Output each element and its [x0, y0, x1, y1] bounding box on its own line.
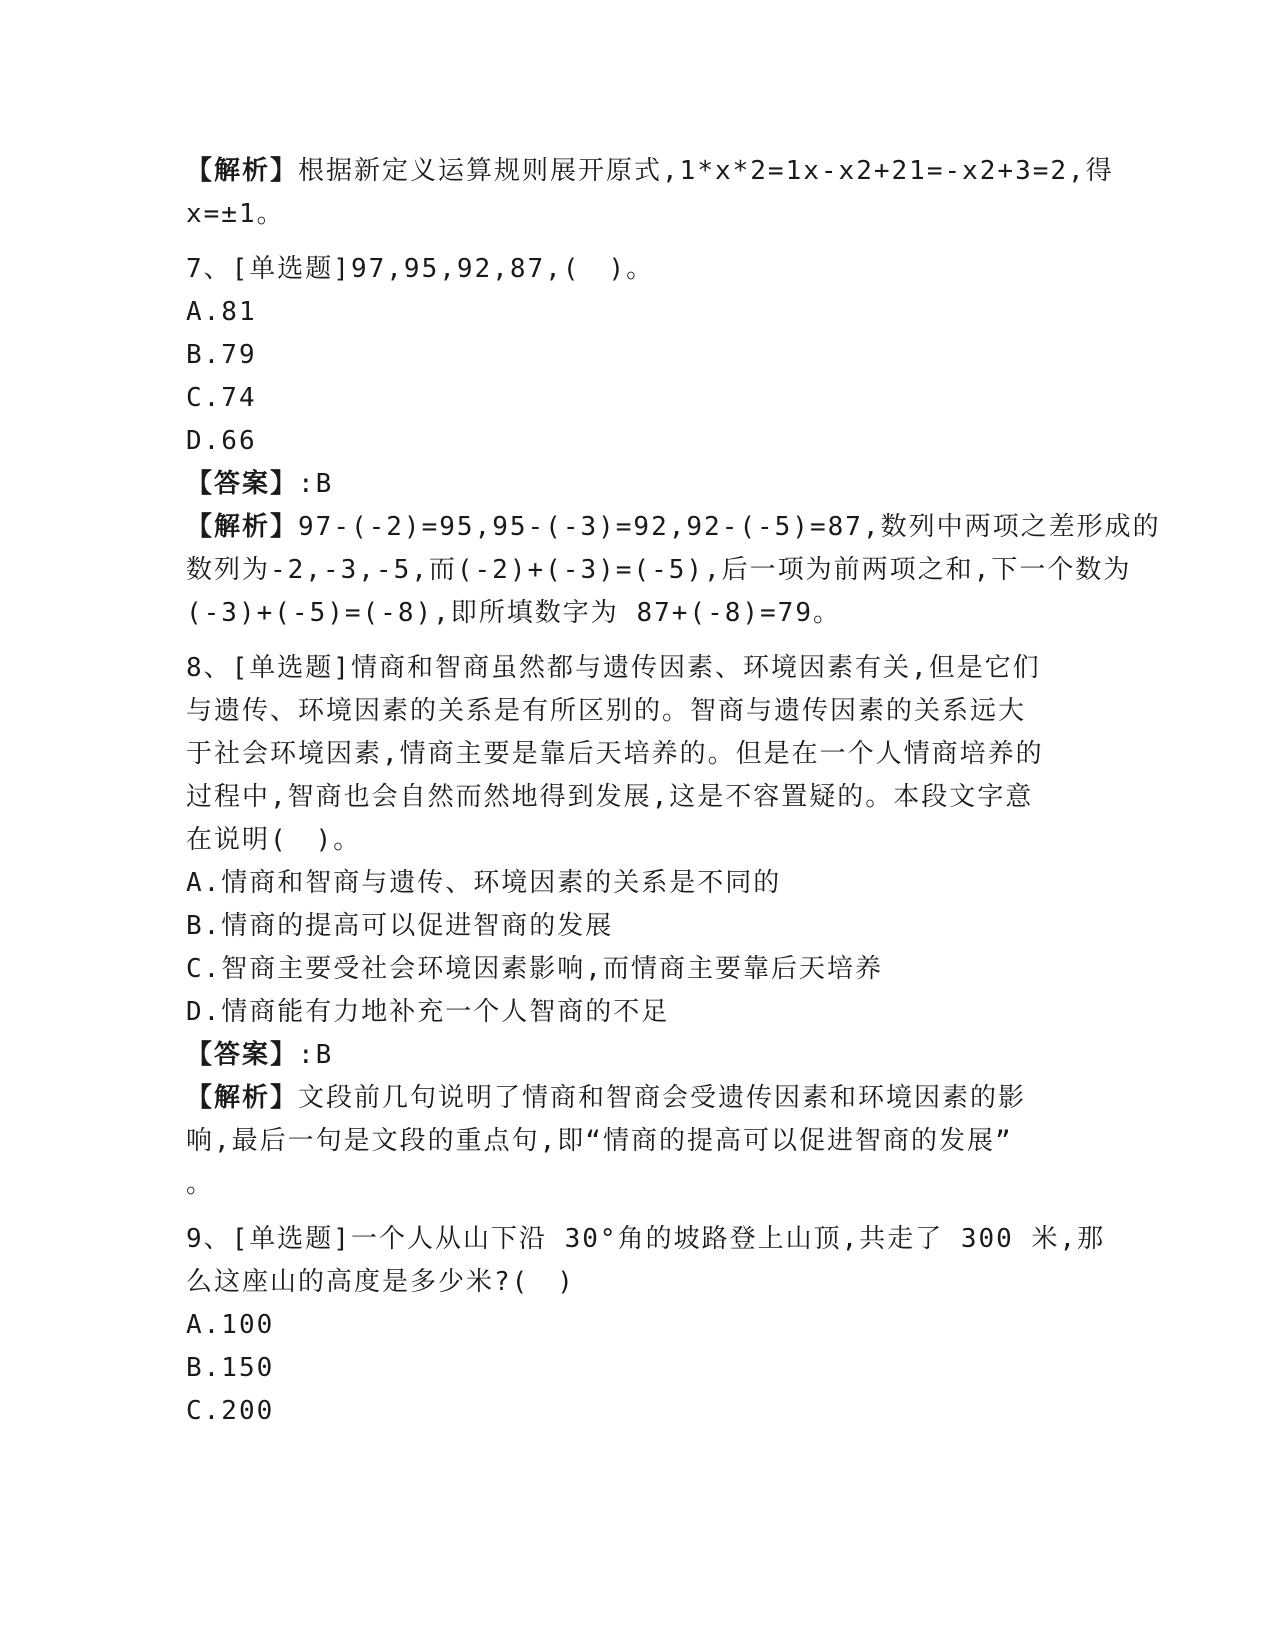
- option-a: A.情商和智商与遗传、环境因素的关系是不同的: [186, 868, 782, 898]
- analysis-line: 数列为-2,-3,-5,而(-2)+(-3)=(-5),后一项为前两项之和,下一个数为: [186, 555, 1132, 585]
- analysis-label: 【解析】: [186, 156, 299, 186]
- analysis-line: 【解析】根据新定义运算规则展开原式,1*x*2=1x-x2+21=-x2+3=2,得: [186, 156, 1114, 186]
- option-b: B.150: [186, 1353, 275, 1383]
- answer-line: [186, 1034, 1086, 1077]
- option-a: A.100: [186, 1310, 275, 1340]
- option-b: B.79: [186, 340, 257, 370]
- analysis-line: 【解析】97-(-2)=95,95-(-3)=92,92-(-5)=87,数列中两项之差形成的: [186, 512, 1161, 542]
- question-stem: 7、[单选题]97,95,92,87,( )。: [186, 254, 655, 284]
- analysis-label: 【解析】: [186, 1083, 299, 1113]
- answer-value: :B: [298, 1040, 334, 1070]
- question-stem-line: 于社会环境因素,情商主要是靠后天培养的。但是在一个人情商培养的: [186, 739, 1044, 769]
- option-b: B.情商的提高可以促进智商的发展: [186, 911, 614, 941]
- option-d: D.情商能有力地补充一个人智商的不足: [186, 997, 670, 1027]
- question-stem-line: 与遗传、环境因素的关系是有所区别的。智商与遗传因素的关系远大: [186, 696, 1027, 726]
- analysis-line: 。: [186, 1169, 215, 1199]
- analysis-line: x=±1。: [186, 199, 285, 229]
- analysis-line: (-3)+(-5)=(-8),即所填数字为 87+(-8)=79。: [186, 598, 841, 628]
- question-8: [186, 647, 1086, 1206]
- analysis-label: 【解析】: [186, 512, 299, 542]
- option-c: C.200: [186, 1396, 275, 1426]
- option-d: D.66: [186, 426, 257, 456]
- question-7: [186, 248, 1161, 635]
- question-stem-line: 在说明( )。: [186, 825, 362, 855]
- analysis-line: 【解析】文段前几句说明了情商和智商会受遗传因素和环境因素的影: [186, 1083, 1027, 1113]
- answer-value: :B: [298, 469, 334, 499]
- option-a: A.81: [186, 297, 257, 327]
- option-c: C.智商主要受社会环境因素影响,而情商主要靠后天培养: [186, 954, 883, 984]
- question-stem-line: 9、[单选题]一个人从山下沿 30°角的坡路登上山顶,共走了 300 米,那: [186, 1224, 1106, 1254]
- question-stem-line: 过程中,智商也会自然而然地得到发展,这是不容置疑的。本段文字意: [186, 782, 1034, 812]
- question-9: [186, 1218, 1106, 1433]
- document-page: [186, 150, 1161, 1433]
- analysis-line: 响,最后一句是文段的重点句,即“情商的提高可以促进智商的发展”: [186, 1126, 1013, 1156]
- option-c: C.74: [186, 383, 257, 413]
- question-stem-line: 么这座山的高度是多少米?( ): [186, 1267, 575, 1297]
- answer-label: 【答案】: [186, 1040, 299, 1070]
- q6-analysis: [186, 150, 1114, 236]
- question-stem-line: 8、[单选题]情商和智商虽然都与遗传因素、环境因素有关,但是它们: [186, 653, 1041, 683]
- answer-label: 【答案】: [186, 469, 299, 499]
- answer-line: [186, 463, 1086, 506]
